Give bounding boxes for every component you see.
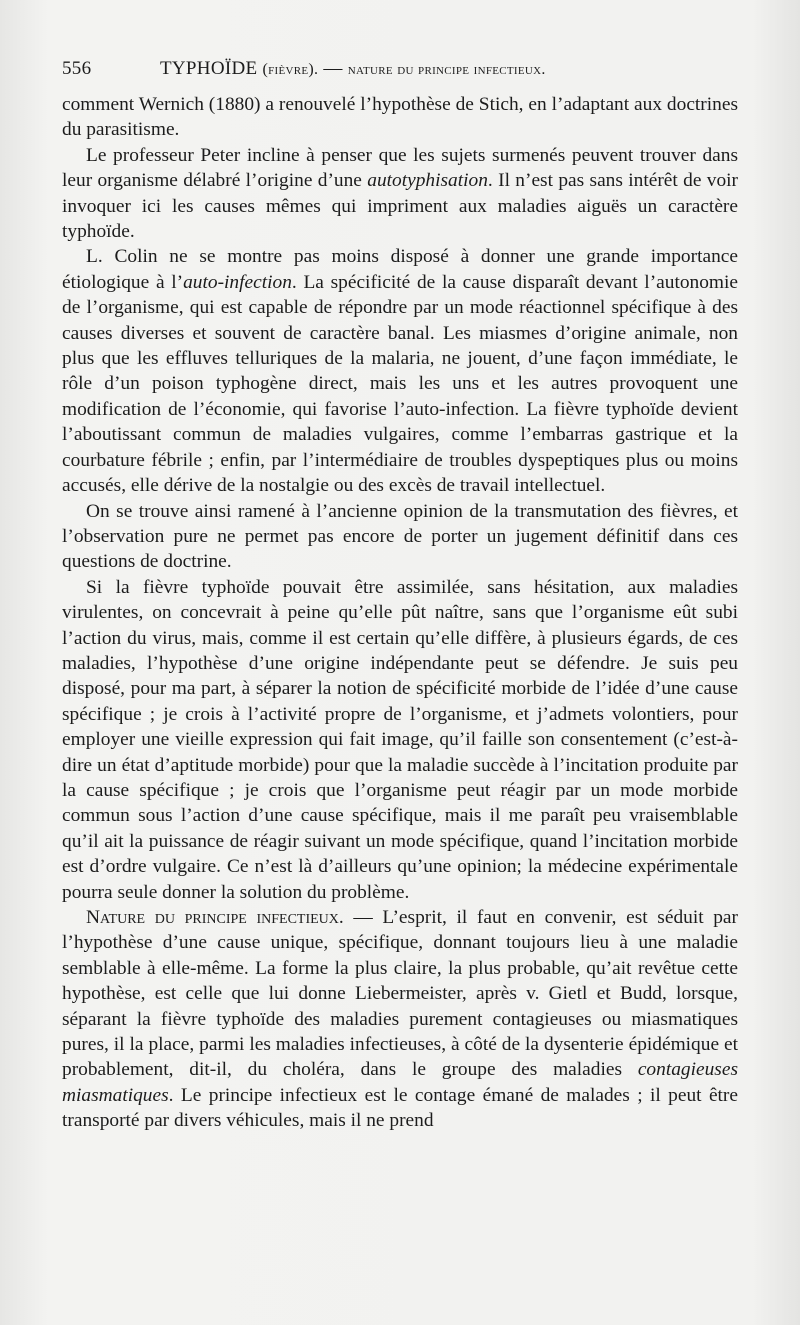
emphasis-term: autotyphisation: [367, 170, 488, 192]
header-section: nature du principe infectieux.: [347, 61, 546, 78]
paragraph-opinion: Si la fièvre typhoïde pouvait être assimilée, sans hésitation, aux maladies virulentes, on concevrait à peine qu’elle pût naître, sans que l’organisme eût subi l’action du virus, mais, comme il est certain qu’elle diffère, à plusieurs égards, de ces maladies, l’hypothèse d’une origine indépendante peut se défendre. Je suis peu disposé, pour ma part, à séparer la notion de spécificité morbide de l’idée d’une cause spécifique ; je crois à l’activité propre de l’organisme, et j’admets volontiers, pour employer une vieille expression qui fait image, qu’il faille son consentement (c’est-à-dire un état d’aptitude morbide) pour que la maladie succède à l’incitation produite par la cause spécifique ; je crois que l’organisme peut réagir par un mode morbide commun sous l’action d’une cause spécifique, mais il me paraît peu vraisemblable qu’il ait la puissance de réagir suivant un mode spécifique, quand l’incitation morbide est d’ordre vulgaire. Ce n’est là d’ailleurs qu’une opinion; la médecine expérimentale pourra seule donner la solution du problème.: [62, 576, 738, 903]
paragraph-transmutation: On se trouve ainsi ramené à l’ancienne opinion de la transmutation des fièvres, et l’observation pure ne permet pas encore de porter un jugement définitif dans ces questions de doctrine.: [62, 500, 738, 573]
paragraph-text: L. Colin ne se montre pas moins disposé à donner une grande importance étiologique à l’: [62, 246, 738, 293]
header-title: TYPHOÏDE: [160, 58, 258, 79]
emphasis-term: auto-infection: [183, 271, 292, 293]
emphasis-term: contagieuses miasmatiques: [62, 1059, 738, 1106]
header-dash: —: [323, 58, 343, 79]
paragraph-text: . Il n’est pas sans intérêt de voir invoquer ici les causes mêmes qui impriment aux maladies aiguës un caractère typhoïde.: [62, 170, 739, 243]
paragraph-text: . Le principe infectieux est le contage émané de malades ; il peut être transporté par divers véhicules, mais il ne prend: [62, 1084, 738, 1132]
paragraph-text: — L’esprit, il faut en convenir, est séduit par l’hypothèse d’une cause unique, spécifique, donnant toujours lieu à une maladie semblable à elle-même. La forme la plus claire, la plus probable, qu’ait revêtue cette hypothèse, est celle que lui donne Liebermeister, après v. Gietl et Budd, lorsque, séparant la fièvre typhoïde des maladies purement contagieuses ou miasmatiques pures, il la place, parmi les maladies infectieuses, à côté de la dysenterie épidémique et probablement, dit-il, du choléra, dans le groupe des maladies: [62, 907, 738, 1081]
paragraph-colin: [62, 244, 738, 498]
section-heading: Nature du principe infectieux.: [86, 907, 344, 928]
header-subtitle: (fièvre).: [262, 61, 319, 78]
body-text: [62, 92, 738, 1134]
paragraph-text: . La spécificité de la cause disparaît devant l’autonomie de l’organisme, qui est capable de répondre par un mode réactionnel spécifique à des causes diverses et souvent de caractère banal. Les miasmes d’origine animale, non plus que les effluves telluriques de la malaria, ne jouent, d’une façon immédiate, le rôle d’un poison typhogène direct, mais les uns et les autres provoquent une modification de l’économie, qui favorise l’auto-infection. La fièvre typhoïde devient l’aboutissant commun de maladies vulgaires, comme l’embarras gastrique et la courbature fébrile ; enfin, par l’intermédiaire de troubles dyspeptiques plus ou moins accusés, elle dérive de la nostalgie ou des excès de travail intellectuel.: [62, 271, 739, 497]
page-number: 556: [62, 58, 92, 79]
paragraph-continuation: comment Wernich (1880) a renouvelé l’hypothèse de Stich, en l’adaptant aux doctrines du parasitisme.: [62, 94, 738, 141]
paragraph-peter: [62, 143, 738, 245]
running-header: [62, 58, 740, 84]
running-title: [160, 58, 546, 80]
paragraph-nature: [62, 905, 738, 1134]
paragraph-text: Le professeur Peter incline à penser que les sujets surmenés peuvent trouver dans leur organisme délabré l’origine d’une: [62, 144, 738, 192]
